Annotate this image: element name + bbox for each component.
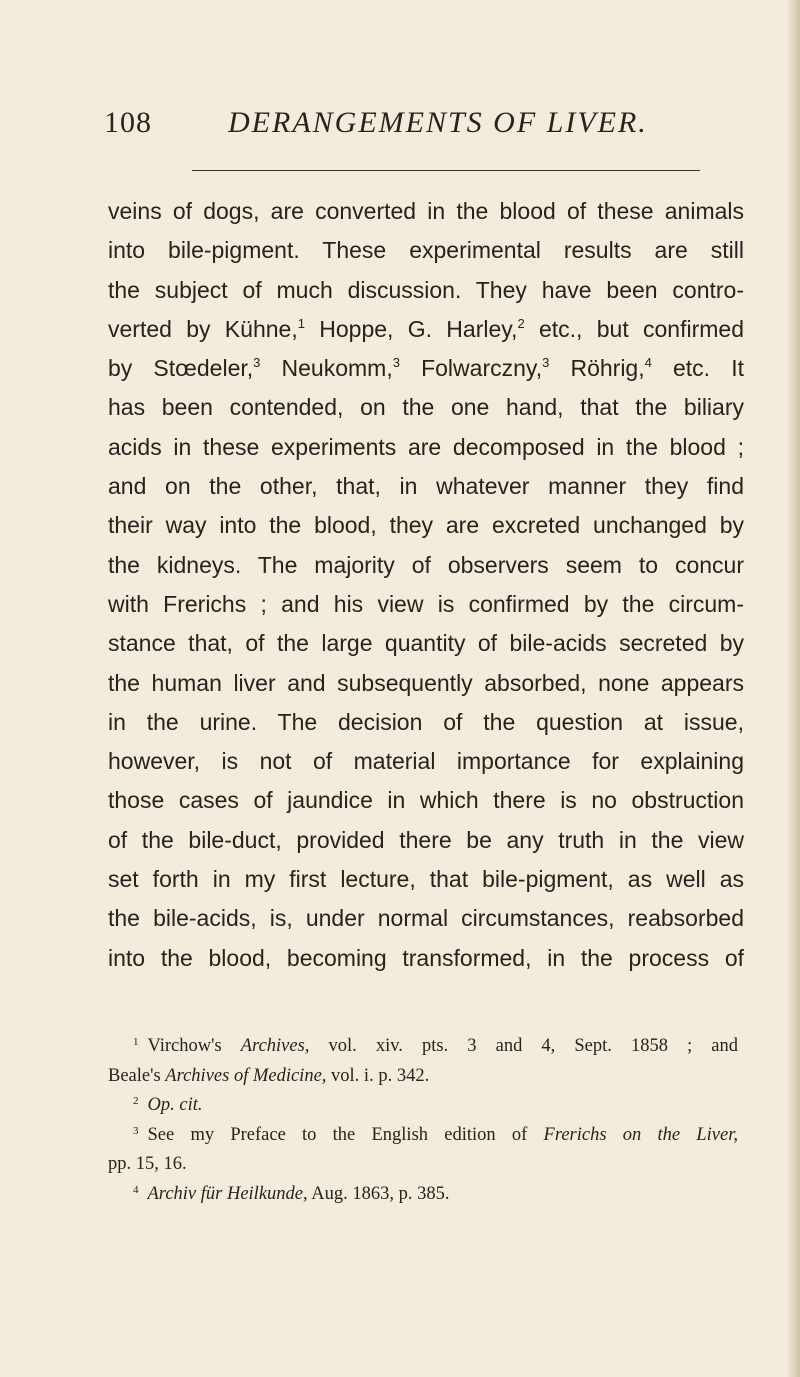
text-line: the human liver and subsequently absorbed, none appears: [108, 669, 744, 696]
footnote-ref: 1: [297, 315, 305, 331]
footnote-text: vol. i. p. 342.: [326, 1065, 430, 1086]
text-segment: Röhrig,: [549, 355, 645, 382]
footnote-text: See my Preface to the English edition of: [147, 1124, 544, 1145]
footnote-text: vol. xiv. pts. 3 and 4, Sept. 1858 ; and: [309, 1036, 739, 1056]
text-line: stance that, of the large quantity of bile-acids secreted by: [108, 630, 744, 657]
text-line: however, is not of material importance for explaining: [108, 748, 744, 775]
text-segment: Folwarczny,: [399, 355, 543, 382]
text-line: in the urine. The decision of the question at issue,: [108, 708, 744, 735]
text-line: the bile-acids, is, under normal circumstances, reabsorbed: [108, 905, 744, 932]
page-edge-shadow: [786, 0, 800, 1377]
text-line: of the bile-duct, provided there be any truth in the view: [108, 826, 744, 853]
body-paragraph: [108, 192, 744, 978]
footnote-4: [108, 1180, 738, 1210]
footnote-title: Frerichs on the Liver,: [543, 1124, 738, 1145]
footnote-marker: 3: [133, 1124, 139, 1137]
footnote-text: Virchow's: [147, 1036, 241, 1056]
text-line: has been contended, on the one hand, that the biliary: [108, 394, 744, 421]
text-line: into the blood, becoming transformed, in the process of: [108, 944, 744, 971]
footnote-text: Beale's: [108, 1065, 166, 1086]
text-line: [108, 310, 744, 349]
text-line: those cases of jaundice in which there is no obstruction: [108, 787, 744, 814]
footnote-1-continued: [108, 1062, 738, 1092]
footnote-title: Archiv für Heilkunde,: [147, 1183, 308, 1204]
footnotes: [108, 1032, 738, 1209]
footnote-title: Archives,: [240, 1036, 310, 1056]
header-rule: [192, 170, 700, 171]
footnote-ref: 4: [644, 355, 652, 371]
text-segment: Neukomm,: [260, 355, 393, 382]
page-header: [104, 106, 744, 150]
text-line: and on the other, that, in whatever manner they find: [108, 473, 744, 500]
page-number: 108: [104, 106, 152, 139]
text-segment: by Stœdeler,: [108, 355, 254, 382]
text-line: the kidneys. The majority of observers seem to concur: [108, 551, 744, 578]
footnote-ref: 3: [253, 355, 261, 371]
footnote-marker: 1: [133, 1036, 139, 1048]
text-segment: etc., but confirmed: [524, 315, 745, 342]
footnote-title: Archives of Medicine,: [165, 1065, 327, 1086]
footnote-2: [108, 1091, 738, 1121]
footnote-text: Aug. 1863, p. 385.: [307, 1183, 450, 1204]
text-line: veins of dogs, are converted in the blood of these animals: [108, 198, 744, 224]
footnote-marker: 4: [133, 1183, 139, 1196]
running-head: DERANGEMENTS OF LIVER.: [228, 106, 648, 139]
footnote-marker: 2: [133, 1095, 139, 1107]
footnote-ref: 3: [542, 355, 550, 371]
text-line: acids in these experiments are decomposed in the blood ;: [108, 433, 744, 460]
text-segment: etc. It: [651, 355, 744, 382]
text-line: set forth in my first lecture, that bile-pigment, as well as: [108, 866, 744, 893]
text-line: the subject of much discussion. They have been contro-: [108, 276, 744, 303]
text-line: [108, 349, 744, 388]
text-line: their way into the blood, they are excreted unchanged by: [108, 512, 744, 539]
text-line: with Frerichs ; and his view is confirmed by the circum-: [108, 590, 744, 617]
text-segment: verted by Kühne,: [108, 315, 298, 342]
text-segment: Hoppe, G. Harley,: [304, 315, 518, 342]
footnote-3-continued: pp. 15, 16.: [108, 1154, 187, 1174]
footnote-1: [108, 1032, 738, 1062]
footnote-3: [108, 1121, 738, 1151]
footnote-ref: 2: [517, 315, 525, 331]
text-line: into bile-pigment. These experimental results are still: [108, 237, 744, 264]
footnote-title: Op. cit.: [147, 1095, 203, 1115]
footnote-ref: 3: [392, 355, 400, 371]
